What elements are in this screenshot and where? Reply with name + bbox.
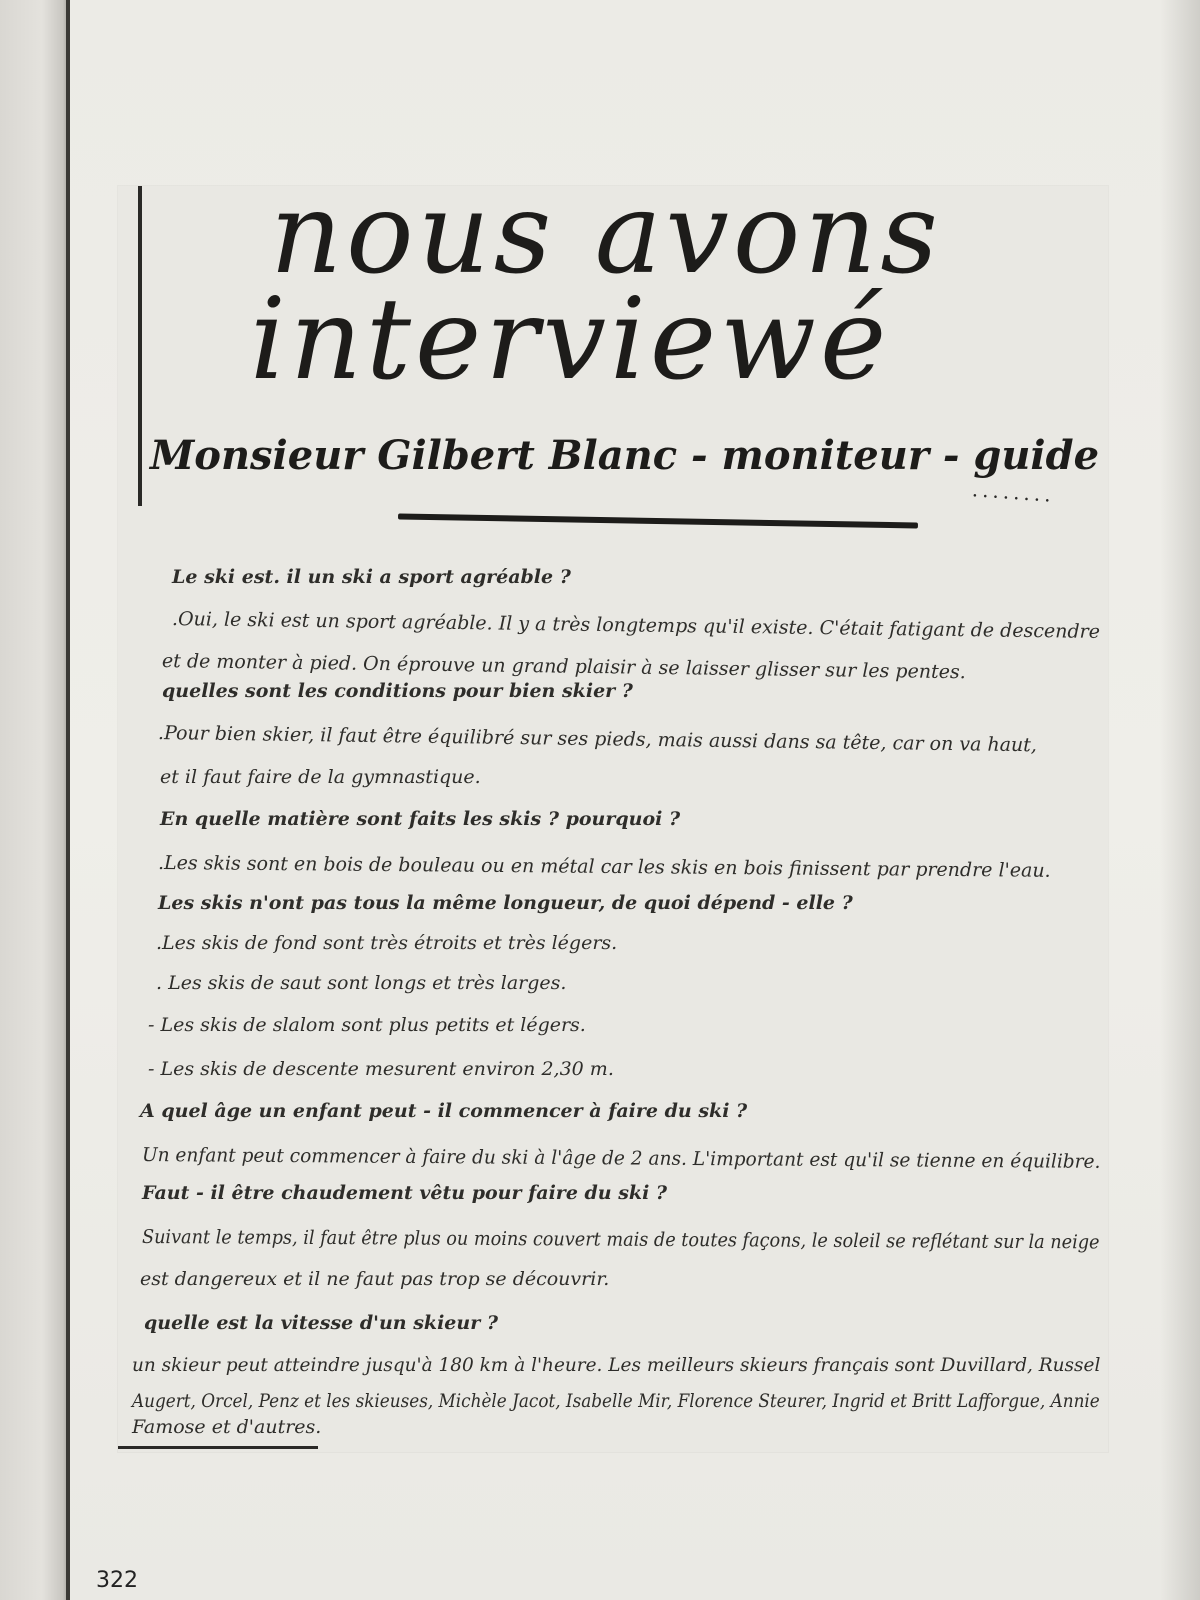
interview-answer: et de monter à pied. On éprouve un grand plaisir à se laisser glisser sur les pentes.: [161, 650, 966, 684]
interview-answer: et il faut faire de la gymnastique.: [160, 766, 481, 788]
interview-answer: .Les skis de fond sont très étroits et très légers.: [156, 932, 618, 954]
interview-answer: .Les skis sont en bois de bouleau ou en métal car les skis en bois finissent par prendre l'eau.: [157, 852, 1051, 882]
interview-question: quelles sont les conditions pour bien skier ?: [162, 680, 633, 702]
interview-answer: Suivant le temps, il faut être plus ou moins couvert mais de toutes façons, le soleil se reflétant sur la neige: [141, 1226, 1100, 1254]
page-right-edge: [1160, 0, 1200, 1600]
interview-answer: Un enfant peut commencer à faire du ski à l'âge de 2 ans. L'important est qu'il se tienne en équilibre.: [141, 1144, 1101, 1173]
interviewee-heading: Monsieur Gilbert Blanc - moniteur - guide: [150, 432, 1100, 479]
interview-question: En quelle matière sont faits les skis ? pourquoi ?: [160, 808, 681, 830]
interview-answer: un skieur peut atteindre jusqu'à 180 km à l'heure. Les meilleurs skieurs français sont Duvillard, Russel: [132, 1354, 1101, 1376]
interview-question: Les skis n'ont pas tous la même longueur, de quoi dépend - elle ?: [158, 892, 853, 914]
interview-answer: - Les skis de descente mesurent environ 2,30 m.: [148, 1058, 614, 1080]
interview-question: A quel âge un enfant peut - il commencer à faire du ski ?: [140, 1100, 748, 1122]
interview-answer: .Oui, le ski est un sport agréable. Il y a très longtemps qu'il existe. C'était fatigant de descendre: [171, 608, 1101, 643]
page-title-line-1: nous avons: [270, 169, 942, 299]
interview-question: Faut - il être chaudement vêtu pour faire du ski ?: [142, 1182, 668, 1204]
interview-answer: Famose et d'autres.: [132, 1416, 322, 1438]
interview-question: quelle est la vitesse d'un skieur ?: [144, 1312, 498, 1334]
sheet-bottom-rule: [118, 1446, 318, 1449]
interview-answer: Augert, Orcel, Penz et les skieuses, Michèle Jacot, Isabelle Mir, Florence Steurer, Ingrid et Britt Lafforgue, Annie: [132, 1390, 1100, 1412]
interview-answer: . Les skis de saut sont longs et très larges.: [156, 972, 567, 994]
interview-question: Le ski est. il un ski a sport agréable ?: [172, 566, 571, 588]
left-margin: [0, 0, 70, 1600]
interview-answer: .Pour bien skier, il faut être équilibré sur ses pieds, mais aussi dans sa tête, car on va haut,: [157, 722, 1038, 757]
heading-trailing-dots: ........: [971, 477, 1056, 507]
sheet-left-rule: [138, 186, 142, 506]
page-title-line-2: interviewé: [250, 275, 891, 405]
interview-answer: - Les skis de slalom sont plus petits et légers.: [148, 1014, 586, 1036]
interview-answer: est dangereux et il ne faut pas trop se découvrir.: [140, 1268, 610, 1290]
page-number: 322: [96, 1568, 138, 1593]
